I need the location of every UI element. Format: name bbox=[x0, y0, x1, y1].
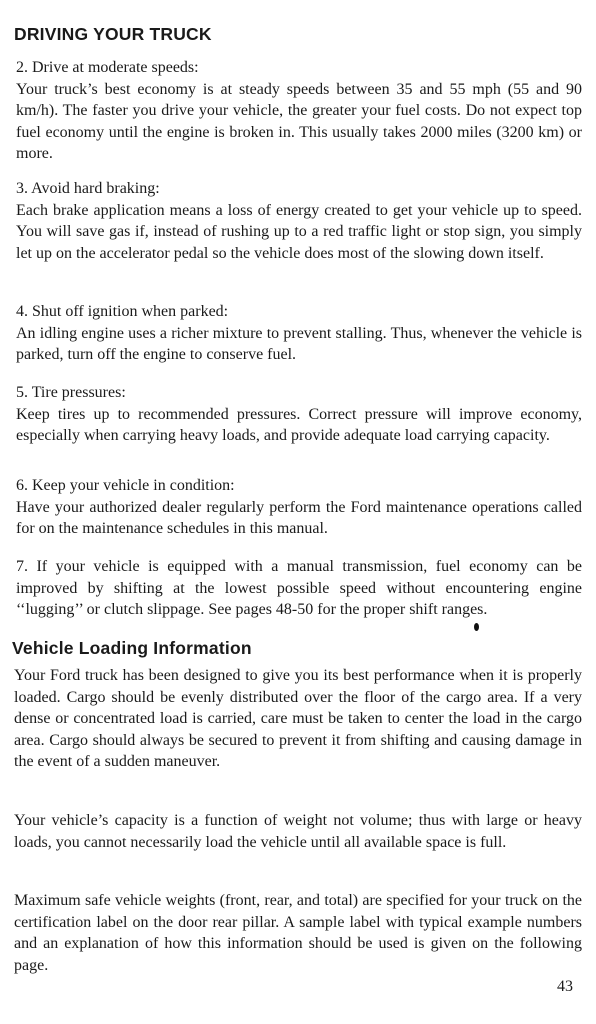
tip-body: An idling engine uses a richer mixture to prevent stalling. Thus, whenever the vehicle is parked, turn off the engine to conserve fuel. bbox=[16, 324, 582, 364]
loading-paragraph bbox=[14, 810, 582, 853]
tip-body: Each brake application means a loss of energy created to get your vehicle up to speed. You will save gas if, instead of rushing up to a red traffic light or stop sign, you simply let up on the accelerator pedal so the vehicle does most of the slowing down itself. bbox=[16, 201, 582, 262]
tip-manual-transmission bbox=[16, 556, 582, 621]
paragraph-text: Your vehicle’s capacity is a function of weight not volume; thus with large or heavy loads, you cannot necessarily load the vehicle until all available space is full. bbox=[14, 812, 582, 851]
tip-title: 5. Tire pressures: bbox=[16, 384, 126, 401]
tip-title: 3. Avoid hard braking: bbox=[16, 180, 160, 197]
tip-title: 4. Shut off ignition when parked: bbox=[16, 303, 229, 320]
loading-paragraph bbox=[14, 665, 582, 773]
loading-paragraph bbox=[14, 890, 582, 976]
tip-body: Keep tires up to recommended pressures. Correct pressure will improve economy, especially when carrying heavy loads, and provide adequate load carrying capacity. bbox=[16, 405, 582, 445]
paragraph-text: Maximum safe vehicle weights (front, rear, and total) are specified for your truck on the certification label on the door rear pillar. A sample label with typical example numbers and an explanation of how this information should be used is given on the following page. bbox=[14, 892, 582, 974]
tip-shut-off-ignition bbox=[16, 301, 582, 366]
section-heading-driving: DRIVING YOUR TRUCK bbox=[14, 24, 212, 44]
tip-tire-pressures bbox=[16, 382, 582, 447]
section-heading-loading: Vehicle Loading Information bbox=[12, 638, 252, 658]
tip-body: Have your authorized dealer regularly perform the Ford maintenance operations called for on the maintenance schedules in this manual. bbox=[16, 498, 582, 538]
page-number: 43 bbox=[557, 978, 573, 995]
tip-title: 6. Keep your vehicle in condition: bbox=[16, 477, 235, 494]
paragraph-text: Your Ford truck has been designed to give you its best performance when it is properly loaded. Cargo should be evenly distributed over the floor of the cargo area. If a very dense or concentrated load is carried, care must be taken to center the load in the cargo area. Cargo should always be secured to prevent it from shifting and causing damage in the event of a sudden maneuver. bbox=[14, 667, 582, 771]
tip-vehicle-condition bbox=[16, 475, 582, 540]
tip-title: 2. Drive at moderate speeds: bbox=[16, 59, 199, 76]
tip-body: Your truck’s best economy is at steady speeds between 35 and 55 mph (55 and 90 km/h). The faster you drive your vehicle, the greater your fuel costs. Do not expect top fuel economy until the engine is broken in. This usually takes 2000 miles (3200 km) or more. bbox=[16, 80, 582, 163]
tip-moderate-speeds bbox=[16, 57, 582, 165]
tip-body: 7. If your vehicle is equipped with a manual transmission, fuel economy can be improved by shifting at the lowest possible speed without encountering engine ‘‘lugging’’ or clutch slippage. See pages 48-50 for the proper shift ranges. bbox=[16, 558, 582, 619]
tip-hard-braking bbox=[16, 178, 582, 264]
ink-speck bbox=[474, 623, 479, 631]
